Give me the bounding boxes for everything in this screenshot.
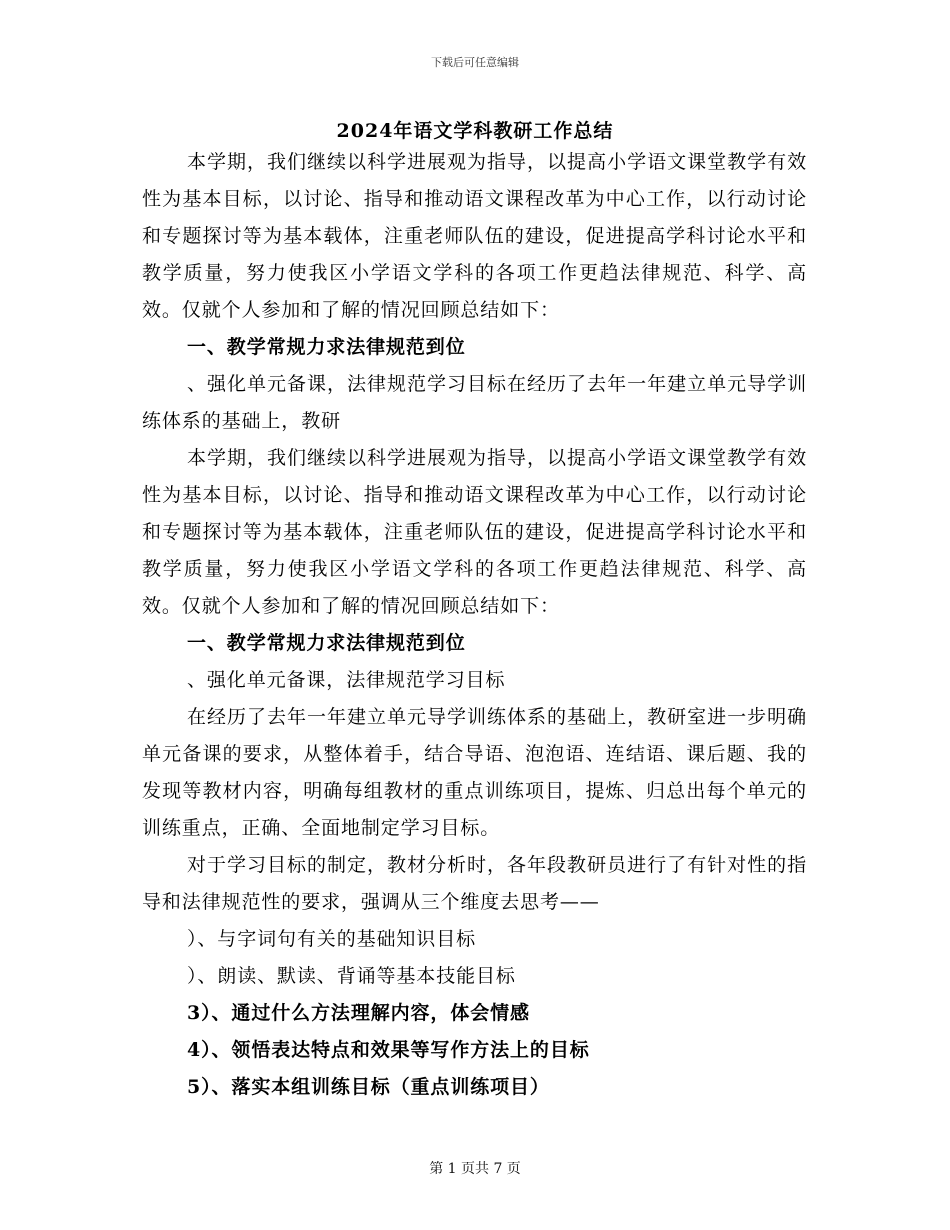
- list-item: ）、与字词句有关的基础知识目标: [187, 928, 477, 950]
- paragraph-intro: 本学期，我们继续以科学进展观为指导，以提高小学语文课堂教学有效性为基本目标，以讨论、指导和推动语文课程改革为中心工作，以行动讨论和专题探讨等为基本载体，注重老师队伍的建设，促进提高学科讨论水平和教学质量，努力使我区小学语文学科的各项工作更趋法律规范、科学、高效。仅就个人参加和了解的情况回顾总结如下：: [142, 151, 807, 321]
- paragraph: 、强化单元备课，法律规范学习目标: [187, 669, 506, 691]
- section-heading: 一、教学常规力求法律规范到位: [187, 632, 466, 654]
- list-item: 5）、落实本组训练目标（重点训练项目）: [187, 1076, 550, 1098]
- header-note: 下载后可任意编辑: [431, 56, 519, 69]
- paragraph: 、强化单元备课，法律规范学习目标在经历了去年一年建立单元导学训练体系的基础上，教研: [142, 373, 807, 432]
- list-item: ）、朗读、默读、背诵等基本技能目标: [187, 965, 516, 987]
- list-item: 3）、通过什么方法理解内容，体会情感: [187, 1002, 530, 1024]
- paragraph: 在经历了去年一年建立单元导学训练体系的基础上，教研室进一步明确单元备课的要求，从整体着手，结合导语、泡泡语、连结语、课后题、我的发现等教材内容，明确每组教材的重点训练项目，提炼、归总出每个单元的训练重点，正确、全面地制定学习目标。: [142, 706, 807, 839]
- document-body: [142, 144, 807, 1106]
- document-title: 2024年语文学科教研工作总结: [336, 120, 614, 142]
- section-heading: 一、教学常规力求法律规范到位: [187, 336, 466, 358]
- paragraph-intro-repeat: 本学期，我们继续以科学进展观为指导，以提高小学语文课堂教学有效性为基本目标，以讨论、指导和推动语文课程改革为中心工作，以行动讨论和专题探讨等为基本载体，注重老师队伍的建设，促进提高学科讨论水平和教学质量，努力使我区小学语文学科的各项工作更趋法律规范、科学、高效。仅就个人参加和了解的情况回顾总结如下：: [142, 447, 807, 617]
- paragraph: 对于学习目标的制定，教材分析时，各年段教研员进行了有针对性的指导和法律规范性的要求，强调从三个维度去思考——: [142, 854, 807, 913]
- list-item: 4）、领悟表达特点和效果等写作方法上的目标: [187, 1039, 590, 1061]
- page-footer: 第 1 页共 7 页: [429, 1161, 521, 1177]
